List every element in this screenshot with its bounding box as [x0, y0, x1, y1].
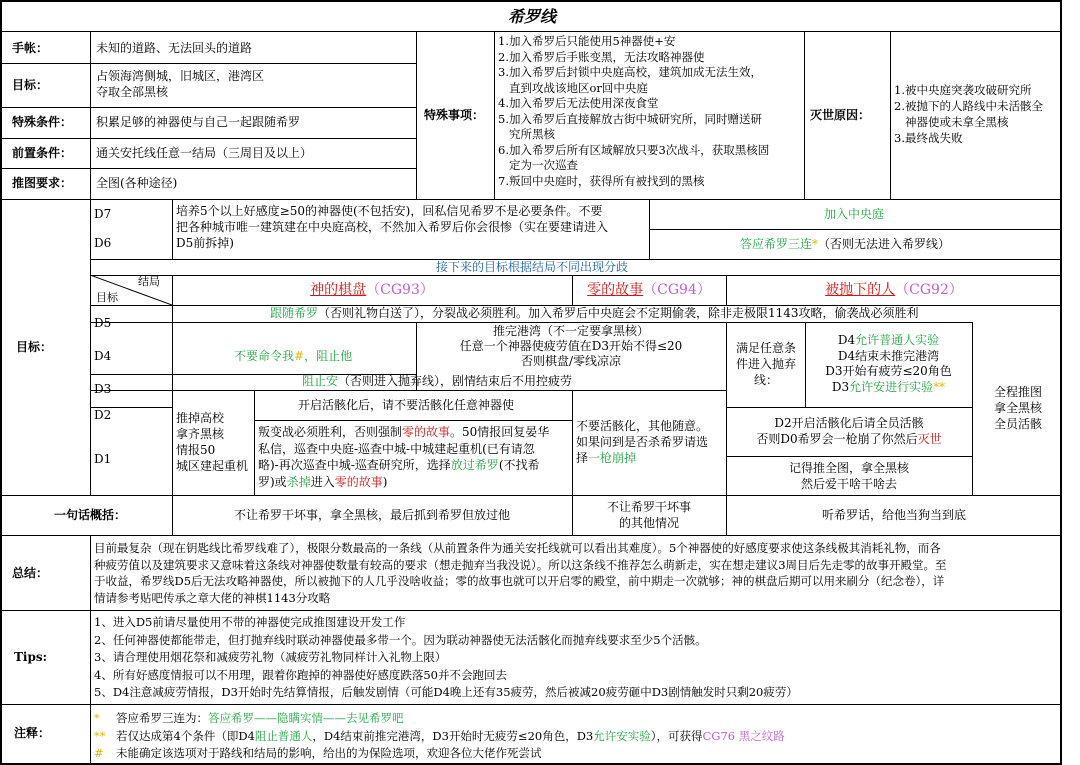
label-goal2: 目标：	[16, 340, 53, 354]
mid-conditions: 推完港湾（不一定要拿黑核） 任意一个神器使疲劳值在D3开始不得≤20 否则棋盘/零线凉凉	[459, 324, 683, 368]
event-item: 4.加入希罗后无法使用深夜食堂	[498, 96, 659, 110]
event-item: 2.加入希罗后手账变黑，无法攻略神器使	[498, 49, 705, 64]
tip-item: 5、D4注意减疲劳情报，D3开始时先结算情报，后触发剧情（可能D4晚上还有35疲劳，然后被减20疲劳砸中D3剧情触发时只剩20疲劳）	[94, 685, 798, 699]
ending-abandoned: 被抛下的人（CG92）	[825, 282, 963, 298]
ending-zero-story: 零的故事（CG94）	[587, 282, 711, 298]
label-events: 特殊事项：	[424, 108, 485, 122]
event-item: 究所黑核	[498, 127, 555, 141]
day-d3: D3	[94, 382, 112, 396]
d2-text: D2开启活骸化后请全员活骸 否则D0希罗会一枪崩了你然后灭世	[756, 416, 942, 446]
day-d2: D2	[94, 408, 112, 422]
agree-three-row: 答应希罗三连*（否则无法进入希罗线）	[740, 237, 951, 251]
oneline-1: 不让希罗干坏事，拿全黑核，最后抓到希罗但放过他	[233, 508, 510, 522]
day-d4: D4	[94, 349, 112, 363]
goal-line-1: 占领海湾侧城，旧城区，港湾区	[96, 69, 265, 83]
special-value: 积累足够的神器使与自己一起跟随希罗	[96, 115, 301, 129]
push-left: 推掉高校 拿齐黑核 情报50 城区建起重机	[176, 411, 249, 473]
ending-label: 结局	[138, 275, 160, 288]
prereq-value: 通关安托线任意一结局（三周目及以上）	[96, 146, 313, 160]
label-summary-line: 一句话概括：	[54, 508, 127, 522]
doom-item: 2.被抛下的人路线中未活骸全	[894, 99, 1043, 113]
cond-any: 满足任意条 件进入抛弃 线：	[735, 341, 796, 387]
mutiny-text: 开启活骸化后，请不要活骸化任意神器使	[298, 398, 515, 412]
right-col: 全程推图 拿全黑核 全员活骸	[993, 385, 1042, 431]
day-d6: D6	[94, 236, 112, 250]
d7-text: 培养5个以上好感度≥50的神器使(不包括安)，回私信见希罗不是必要条件。不要 把各种城市唯一建筑建在中央庭高校，不然加入希罗后你会很惨（实在要建请进入 D5前拆掉)	[176, 204, 609, 250]
label-summary: 总结：	[12, 566, 49, 580]
event-item: 定为一次巡查	[498, 158, 578, 172]
doom-item: 3.最终战失败	[894, 131, 963, 145]
zero-text: 不要活骸化，其他随意。 如果问到是否杀希罗请选 择一枪崩掉	[576, 419, 709, 465]
tip-item: 2、任何神器使都能带走，但打抛弃线时联动神器使最多带一个。因为联动神器使无法活骸化而抛弃线要求至少5个活骸。	[94, 632, 707, 647]
label-doom: 灭世原因：	[810, 108, 871, 122]
label-notes: 注释：	[14, 726, 51, 740]
label-goal: 目标：	[12, 78, 49, 92]
push-value: 全图(各种途径)	[96, 176, 178, 190]
next-targets: 接下来的目标根据结局不同出现分歧	[435, 260, 628, 274]
events-list	[498, 34, 802, 189]
abandon-conditions: D4允许普通人实验 D4结束未推完港湾 D3开始有疲劳≤20角色 D3允许安进行实验**	[825, 333, 952, 394]
event-item: 直到攻战该地区or回中央庭	[498, 80, 648, 95]
day-d7: D7	[94, 207, 112, 221]
event-item: 7.叛回中央庭时，获得所有被找到的黑核	[498, 173, 705, 188]
page-title: 希罗线	[507, 7, 556, 26]
label-tips: Tips:	[14, 650, 48, 664]
goal-label: 目标	[96, 291, 118, 304]
label-handbook: 手帐：	[12, 41, 49, 55]
event-item: 1.加入希罗后只能使用5神器使+安	[498, 34, 676, 48]
summary-text: 目前最复杂（现在钥匙线比希罗线难了），极限分数最高的一条线（从前置条件为通关安托线就可以看出其难度）。5个神器使的好感度要求使这条线极其消耗礼物，而各 种疲劳值以及建筑要求又意味着这条线对神器使数量有较高的要求（想走抛弃当我没说）。所以这条线不推荐怎么萌新走，实在想走建议3周目后先走零的故事开殿堂。至 于收益，希罗线D5后无法攻略神器使，所以被抛下的人几乎没啥收益；零的故事也就可以开启零的殿堂，前中期走一次就够；神的棋盘后期可以用来刷分（纪念卷），详 情请参考贴吧传承之章大佬的神棋1143分攻略	[94, 541, 947, 605]
label-prereq: 前置条件：	[12, 146, 73, 160]
tip-item: 1、进入D5前请尽量使用不带的神器使完成推图建设开发工作	[94, 615, 406, 629]
handbook-value: 未知的道路、无法回头的道路	[96, 41, 253, 55]
d5-text: 跟随希罗（否则礼物白送了），分裂战必须胜利。加入希罗后中央庭会不定期偷袭，除非走极限1143攻略，偷袭战必须胜利	[270, 306, 919, 320]
tip-item: 4、所有好感度情报可以不用理，跟着你跑掉的神器使好感度跌落50并不会跑回去	[94, 667, 507, 682]
d4-text: 不要命令我#，阻止他	[234, 349, 353, 363]
notes-list: * 答应希罗三连为：答应希罗——隐瞒实情——去见希罗吧 ** 若仅达成第4个条件（即D4阻止普通人，D4结束前推完港湾，D3开始时无疲劳≤20角色，D3允许安实验），可获得CG76 黑之纹路 # 未能确定该选项对于路线和结局的影响，给出的为保险选项，欢迎各位大佬作死尝试	[94, 711, 785, 760]
goal-line-2: 夺取全部黑核	[96, 85, 169, 99]
label-special: 特殊条件：	[12, 115, 73, 129]
event-item: 5.加入希罗后直接解放古街中城研究所，同时赠送研	[498, 111, 762, 126]
join-center: 加入中央庭	[824, 207, 885, 221]
divider	[2, 31, 1062, 32]
doom-list	[894, 82, 1062, 146]
oneline-3: 听希罗话，给他当狗当到底	[821, 508, 966, 522]
day-d1: D1	[94, 452, 112, 466]
event-item: 3.加入希罗后封锁中央庭高校，建筑加成无法生效，	[498, 65, 762, 79]
day-d5: D5	[94, 316, 112, 330]
split-text: 叛变战必须胜利，否则强制零的故事。50情报回复晏华 私信，巡查中央庭-巡查中城-中城建起重机(已有请忽 略)-再次巡查中城-巡查研究所，选择放过希罗(不找希 罗)或杀掉进入零的故事)	[258, 425, 550, 489]
doom-item: 神器使或未拿全黑核	[894, 115, 1009, 129]
ending-god-chessboard: 神的棋盘（CG93）	[310, 282, 434, 298]
doom-item: 1.被中央庭突袭攻破研究所	[894, 83, 1032, 97]
d1-text: 记得推全图，拿全黑核 然后爱干啥干啥去	[788, 461, 909, 491]
label-push: 推图要求：	[12, 176, 73, 190]
d3-text: 阻止安（否则进入抛弃线），剧情结束后不用控疲劳	[302, 374, 573, 388]
oneline-2: 不让希罗干坏事 的其他情况	[606, 500, 691, 530]
tips-list	[94, 614, 1060, 702]
event-item: 6.加入希罗后所有区域解放只要3次战斗，获取黑核固	[498, 142, 770, 157]
tip-item: 3、请合理使用烟花祭和减疲劳礼物（减疲劳礼物同样计入礼物上限）	[94, 650, 447, 664]
